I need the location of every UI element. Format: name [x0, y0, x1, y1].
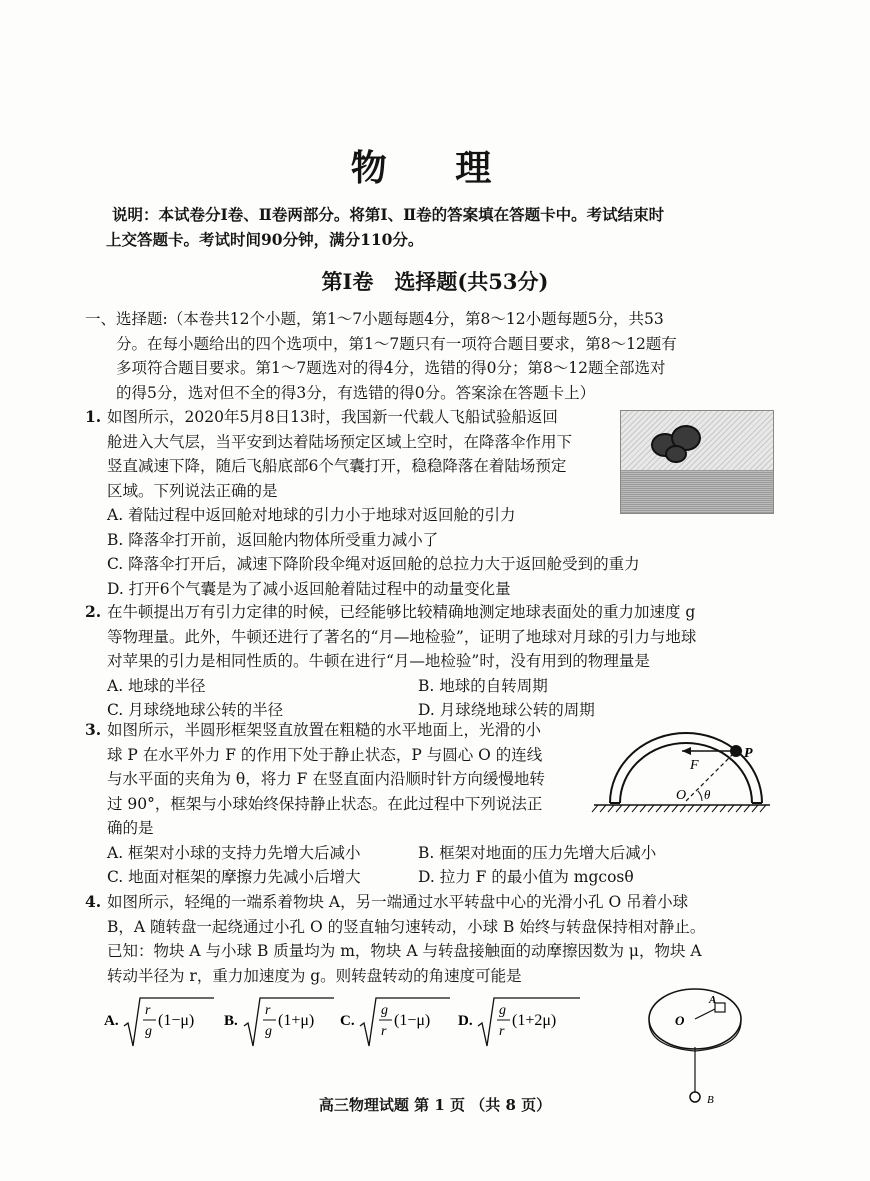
- semicircle-frame-figure: [590, 725, 775, 815]
- q3-line-4: 过 90°，框架与小球始终保持静止状态。在此过程中下列说法正: [107, 794, 543, 813]
- option-letter: D.: [458, 1013, 473, 1029]
- intro-line-4: 的得5分，选对但不全的得3分，有选错的得0分。答案涂在答题卡上）: [116, 383, 596, 402]
- q4-line-2: B，A 随转盘一起绕通过小孔 O 的竖直轴匀速转动，小球 B 始终与转盘保持相对静止。: [107, 917, 706, 936]
- section-intro: [85, 307, 753, 405]
- question-number: 3.: [85, 720, 102, 739]
- parenthesized-term: (1+μ): [278, 1012, 315, 1029]
- parenthesized-term: (1−μ): [394, 1012, 431, 1029]
- q2-line-2: 等物理量。此外，牛顿还进行了著名的“月—地检验”，证明了地球对月球的引力与地球: [107, 627, 697, 646]
- point-p-label: P: [744, 746, 753, 761]
- q1-line-3: 竖直减速下降，随后飞船底部6个气囊打开，稳稳降落在着陆场预定: [107, 457, 567, 475]
- question-2: [85, 600, 775, 723]
- option-letter: B.: [224, 1013, 238, 1029]
- q2-line-3: 对苹果的引力是相同性质的。牛顿在进行“月—地检验”时，没有用到的物理量是: [107, 652, 650, 670]
- block-a-label: A: [709, 994, 717, 1006]
- q2-option-a: A. 地球的半径: [107, 676, 206, 695]
- q1-option-a: A. 着陆过程中返回舱对地球的引力小于地球对返回舱的引力: [107, 506, 516, 524]
- q4-line-1: 如图所示，轻绳的一端系着物块 A，另一端通过水平转盘中心的光滑小孔 O 吊着小球: [107, 893, 689, 911]
- fraction-numerator: r: [265, 1003, 271, 1018]
- ball-p: [730, 745, 742, 757]
- section-title: 第Ⅰ卷 选择题(共53分): [321, 269, 549, 294]
- question-number: 1.: [85, 407, 102, 426]
- question-number: 4.: [85, 892, 102, 911]
- intro-line-3: 多项符合题目要求。第1～7题选对的得4分，选错的得0分；第8～12题全部选对: [116, 359, 666, 377]
- note-line-2: 上交答题卡。考试时间90分钟，满分110分。: [106, 229, 424, 249]
- q4-option-c: [340, 998, 450, 1046]
- note-line-1: 说明：本试卷分Ⅰ卷、Ⅱ卷两部分。将第Ⅰ、Ⅱ卷的答案填在答题卡中。考试结束时: [112, 205, 665, 224]
- question-number: 2.: [85, 602, 102, 621]
- q4-answer-options: [104, 992, 584, 1052]
- capsule-landing-photo: [620, 410, 774, 514]
- q3-line-5: 确的是: [107, 819, 154, 837]
- q3-line-1: 如图所示，半圆形框架竖直放置在粗糙的水平地面上，光滑的小: [107, 721, 542, 739]
- force-label: F: [690, 758, 699, 773]
- question-4: [85, 890, 785, 988]
- intro-line-2: 分。在每小题给出的四个选项中，第1～7题只有一项符合题目要求，第8～12题有: [116, 334, 677, 353]
- q2-line-1: 在牛顿提出万有引力定律的时候，已经能够比较精确地测定地球表面处的重力加速度 g: [107, 603, 696, 621]
- q1-line-1: 如图所示，2020年5月8日13时，我国新一代载人飞船试验船返回: [107, 408, 558, 426]
- center-o-label: O: [675, 1013, 685, 1028]
- q3-option-b: B. 框架对地面的压力先增大后减小: [418, 843, 657, 862]
- q1-option-b: B. 降落伞打开前，返回舱内物体所受重力减小了: [107, 530, 439, 549]
- exam-instructions: [106, 203, 762, 252]
- q1-line-2: 舱进入大气层，当平安到达着陆场预定区域上空时，在降落伞作用下: [107, 432, 573, 451]
- q3-option-a: A. 框架对小球的支持力先增大后减小: [107, 843, 361, 862]
- q1-option-d: D. 打开6个气囊是为了减小返回舱着陆过程中的动量变化量: [107, 579, 511, 598]
- q3-line-2: 球 P 在水平外力 F 的作用下处于静止状态，P 与圆心 O 的连线: [107, 745, 543, 764]
- fraction-numerator: r: [145, 1003, 151, 1018]
- q2-option-c: C. 月球绕地球公转的半径: [107, 701, 284, 719]
- option-letter: A.: [104, 1013, 119, 1029]
- page-footer: 高三物理试题 第 1 页 （共 8 页）: [318, 1096, 552, 1114]
- q2-option-d: D. 月球绕地球公转的周期: [418, 701, 595, 719]
- center-o-label: O: [676, 788, 687, 803]
- option-letter: C.: [340, 1013, 355, 1029]
- turntable-figure-drawing: [645, 985, 760, 1110]
- parenthesized-term: (1−μ): [158, 1012, 195, 1029]
- q4-option-a: [104, 998, 214, 1046]
- intro-line-1: 一、选择题:（本卷共12个小题，第1～7小题每题4分，第8～12小题每题5分，共53: [85, 310, 664, 328]
- fraction-denominator: g: [265, 1024, 272, 1039]
- q1-option-c: C. 降落伞打开后，减速下降阶段伞绳对返回舱的总拉力大于返回舱受到的重力: [107, 555, 640, 573]
- ball-b-label: B: [707, 1094, 714, 1106]
- q4-options-svg: [104, 992, 584, 1052]
- q4-line-3: 已知：物块 A 与小球 B 质量均为 m，物块 A 与转盘接触面的动摩擦因数为 μ，物块 A: [107, 942, 702, 960]
- q2-option-b: B. 地球的自转周期: [418, 676, 548, 695]
- parenthesized-term: (1+2μ): [512, 1012, 557, 1029]
- fraction-denominator: g: [145, 1024, 152, 1039]
- q3-line-3: 与水平面的夹角为 θ，将力 F 在竖直面内沿顺时针方向缓慢地转: [107, 770, 545, 788]
- q3-option-c: C. 地面对框架的摩擦力先减小后增大: [107, 868, 361, 886]
- q4-option-d: [458, 998, 580, 1046]
- fraction-denominator: r: [499, 1024, 505, 1039]
- page-title: 物 理: [350, 147, 520, 189]
- fraction-denominator: r: [381, 1024, 387, 1039]
- q4-option-b: [224, 998, 334, 1046]
- fraction-numerator: g: [381, 1003, 388, 1018]
- q1-line-4: 区域。下列说法正确的是: [107, 481, 278, 500]
- fraction-numerator: g: [499, 1003, 506, 1018]
- q4-line-4: 转动半径为 r，重力加速度为 g。则转盘转动的角速度可能是: [107, 966, 522, 985]
- angle-theta-label: θ: [704, 787, 711, 802]
- q3-option-d: D. 拉力 F 的最小值为 mgcosθ: [418, 868, 634, 886]
